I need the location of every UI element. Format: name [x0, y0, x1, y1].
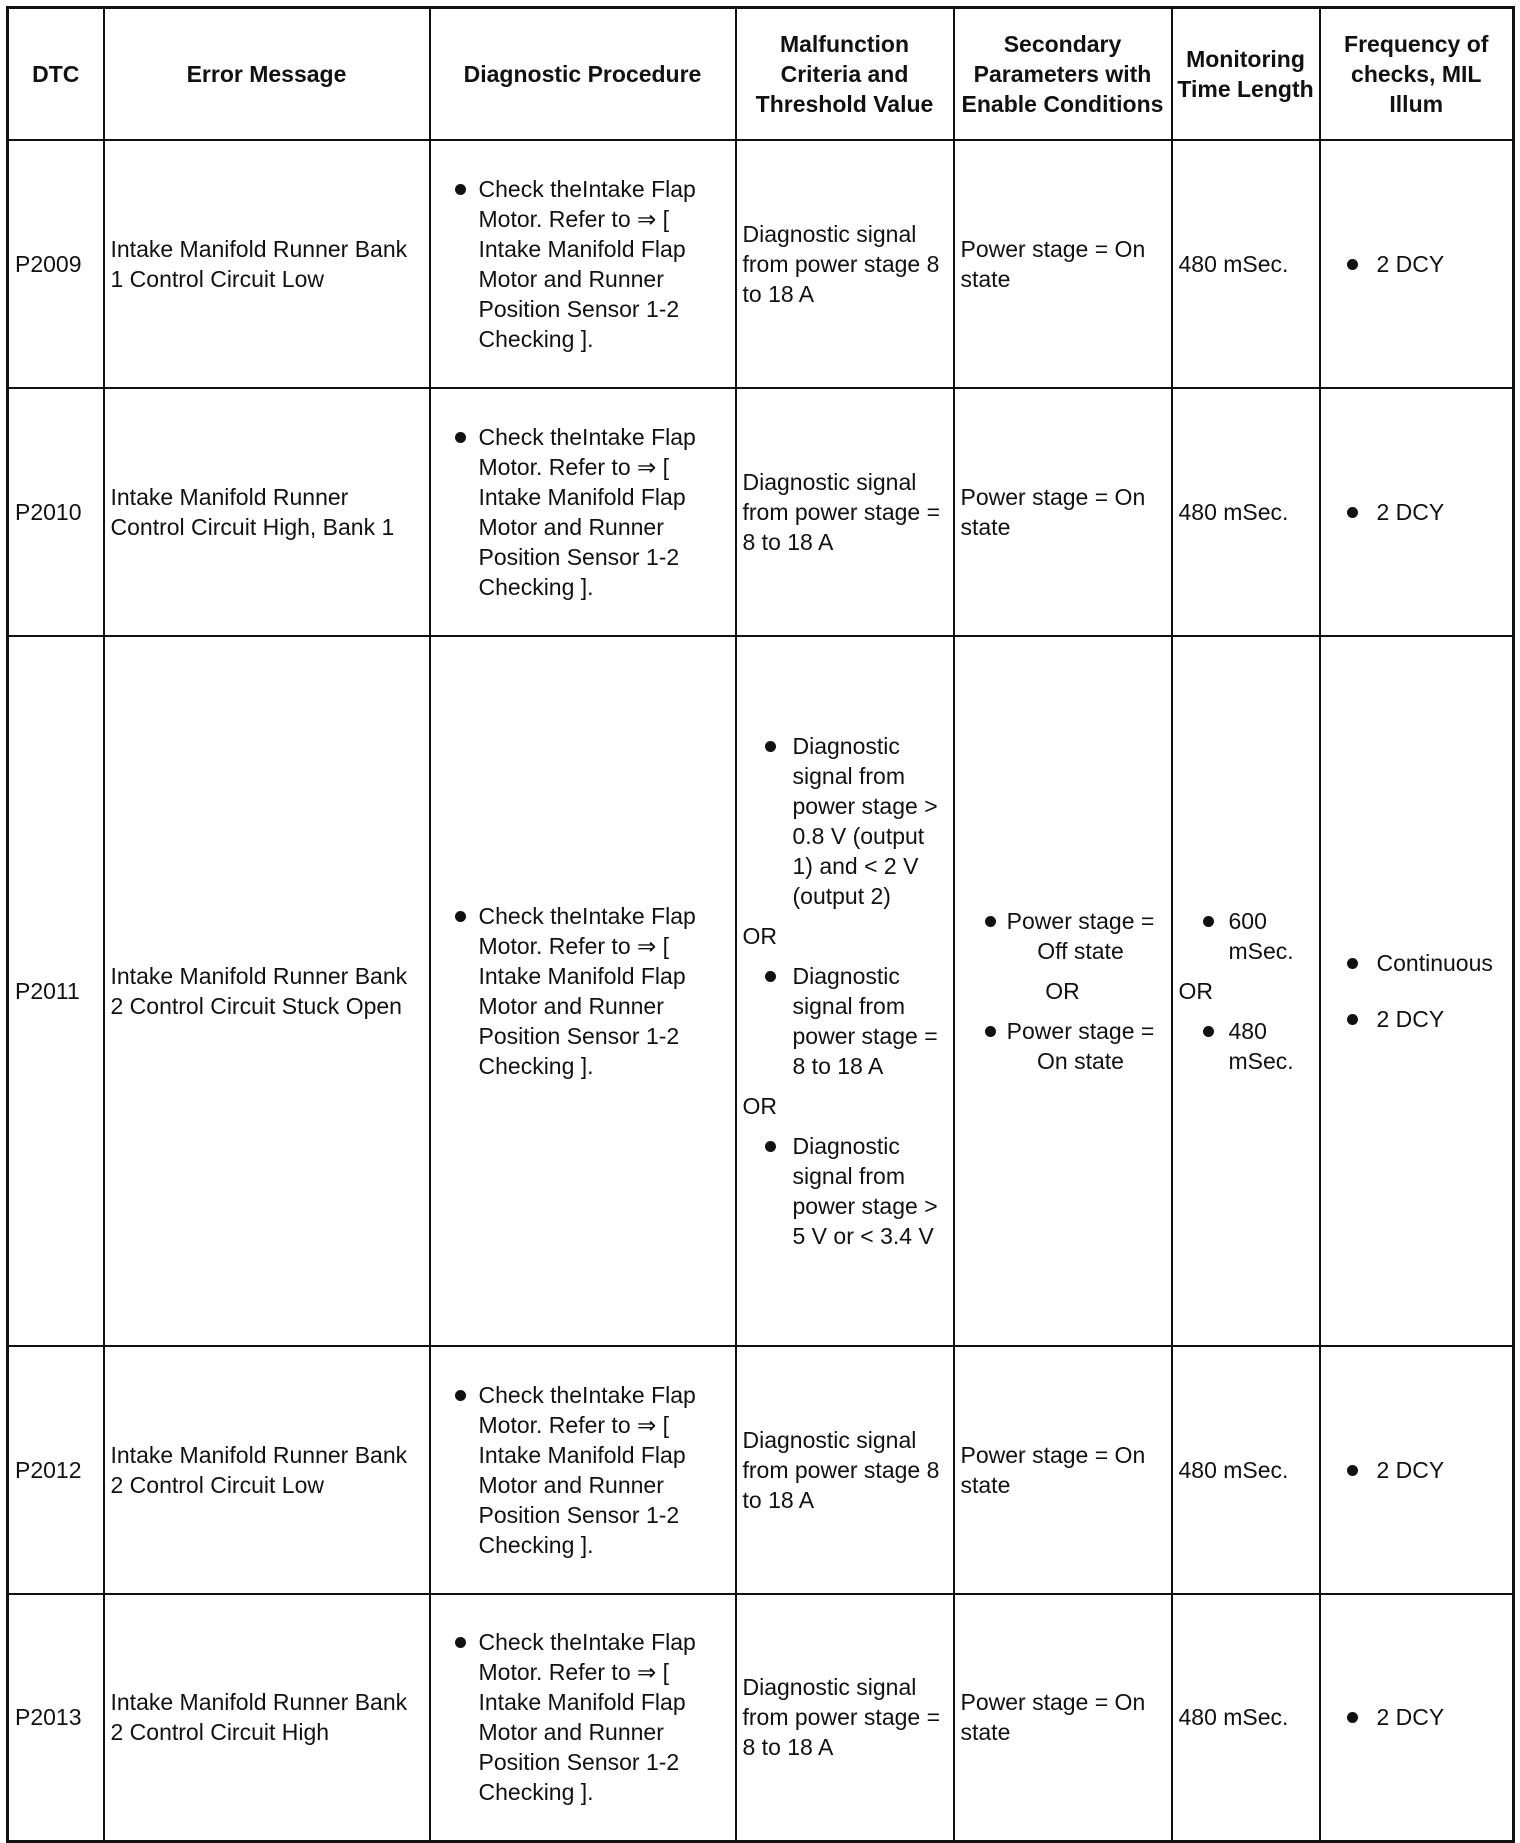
- secondary-text: Power stage = Off state: [1006, 907, 1155, 964]
- procedure-text: Check theIntake Flap Motor. Refer to ⇒ [ Intake Manifold Flap Motor and Runner Position Sensor 1-2 Checking ].: [478, 175, 696, 352]
- monitoring-time: [1172, 636, 1320, 1346]
- bullet-icon: [765, 971, 776, 982]
- header-frequency: Frequency of checks, MIL Illum: [1320, 8, 1514, 140]
- bullet-icon: [1347, 1465, 1358, 1476]
- monitoring-time: 480 mSec.: [1172, 1346, 1320, 1594]
- frequency-text: 2 DCY: [1376, 1704, 1445, 1731]
- or-separator: OR: [742, 1092, 777, 1119]
- frequency-text: 2 DCY: [1376, 1005, 1445, 1032]
- list-item: [1327, 1455, 1507, 1485]
- frequency: [1320, 1594, 1514, 1842]
- malfunction-criteria: Diagnostic signal from power stage 8 to 18 A: [736, 1346, 954, 1594]
- table-row: [8, 1594, 1514, 1842]
- bullet-icon: [985, 1026, 996, 1037]
- list-item: [1179, 1016, 1313, 1076]
- bullet-icon: [1347, 259, 1358, 270]
- list-item: [1327, 1004, 1507, 1034]
- bullet-icon: [985, 916, 996, 927]
- list-item: [437, 422, 729, 602]
- table-row: [8, 1346, 1514, 1594]
- bullet-icon: [455, 1390, 466, 1401]
- error-message: Intake Manifold Runner Bank 2 Control Circuit High: [104, 1594, 430, 1842]
- bullet-icon: [455, 1637, 466, 1648]
- list-item: [743, 1131, 947, 1251]
- secondary-parameters: [954, 636, 1172, 1346]
- malfunction-text: Diagnostic signal from power stage > 5 V or < 3.4 V: [792, 1132, 938, 1249]
- bullet-icon: [1203, 916, 1214, 927]
- or-separator: OR: [1045, 977, 1080, 1004]
- bullet-icon: [1347, 1014, 1358, 1025]
- header-secondary-parameters: Secondary Parameters with Enable Conditions: [954, 8, 1172, 140]
- list-item: [961, 1016, 1165, 1076]
- diagnostic-procedure: [430, 140, 736, 388]
- diagnostic-procedure: [430, 636, 736, 1346]
- frequency: [1320, 140, 1514, 388]
- malfunction-criteria: Diagnostic signal from power stage = 8 to 18 A: [736, 388, 954, 636]
- dtc-table: [6, 6, 1515, 1843]
- bullet-icon: [1347, 1712, 1358, 1723]
- frequency-text: 2 DCY: [1376, 1456, 1445, 1483]
- bullet-icon: [1347, 507, 1358, 518]
- list-item: [437, 1627, 729, 1807]
- error-message: Intake Manifold Runner Bank 2 Control Circuit Low: [104, 1346, 430, 1594]
- list-spacer: [1327, 978, 1507, 1004]
- frequency-text: Continuous: [1376, 949, 1493, 976]
- secondary-parameters: Power stage = On state: [954, 388, 1172, 636]
- header-monitoring-time: Monitoring Time Length: [1172, 8, 1320, 140]
- error-message: Intake Manifold Runner Control Circuit High, Bank 1: [104, 388, 430, 636]
- list-item: [961, 906, 1165, 966]
- bullet-icon: [765, 1141, 776, 1152]
- bullet-icon: [455, 432, 466, 443]
- frequency: [1320, 1346, 1514, 1594]
- list-item: [1327, 948, 1507, 978]
- bullet-icon: [455, 184, 466, 195]
- header-row: [8, 8, 1514, 140]
- malfunction-text: Diagnostic signal from power stage > 0.8 V (output 1) and < 2 V (output 2): [792, 732, 938, 909]
- monitoring-time: 480 mSec.: [1172, 1594, 1320, 1842]
- dtc-code: P2012: [8, 1346, 104, 1594]
- list-item: [437, 174, 729, 354]
- bullet-icon: [765, 741, 776, 752]
- procedure-text: Check theIntake Flap Motor. Refer to ⇒ [ Intake Manifold Flap Motor and Runner Position Sensor 1-2 Checking ].: [478, 902, 696, 1079]
- monitoring-time: 480 mSec.: [1172, 388, 1320, 636]
- secondary-parameters: Power stage = On state: [954, 1594, 1172, 1842]
- or-separator: OR: [1178, 977, 1213, 1004]
- secondary-text: Power stage = On state: [1006, 1017, 1155, 1074]
- bullet-icon: [455, 911, 466, 922]
- diagnostic-procedure: [430, 388, 736, 636]
- header-error-message: Error Message: [104, 8, 430, 140]
- dtc-code: P2010: [8, 388, 104, 636]
- error-message: Intake Manifold Runner Bank 2 Control Circuit Stuck Open: [104, 636, 430, 1346]
- dtc-code: P2013: [8, 1594, 104, 1842]
- list-item: [1327, 497, 1507, 527]
- table-row: [8, 636, 1514, 1346]
- procedure-text: Check theIntake Flap Motor. Refer to ⇒ [ Intake Manifold Flap Motor and Runner Position Sensor 1-2 Checking ].: [478, 423, 696, 600]
- frequency: [1320, 388, 1514, 636]
- list-item: [743, 731, 947, 911]
- error-message: Intake Manifold Runner Bank 1 Control Circuit Low: [104, 140, 430, 388]
- or-separator: OR: [742, 922, 777, 949]
- table-row: [8, 388, 1514, 636]
- header-diagnostic-procedure: Diagnostic Procedure: [430, 8, 736, 140]
- diagnostic-procedure: [430, 1594, 736, 1842]
- procedure-text: Check theIntake Flap Motor. Refer to ⇒ [ Intake Manifold Flap Motor and Runner Position Sensor 1-2 Checking ].: [478, 1381, 696, 1558]
- header-dtc: DTC: [8, 8, 104, 140]
- monitoring-time: 480 mSec.: [1172, 140, 1320, 388]
- dtc-code: P2011: [8, 636, 104, 1346]
- bullet-icon: [1203, 1026, 1214, 1037]
- frequency-text: 2 DCY: [1376, 250, 1445, 277]
- frequency-text: 2 DCY: [1376, 498, 1445, 525]
- list-item: [1327, 249, 1507, 279]
- malfunction-criteria: Diagnostic signal from power stage 8 to 18 A: [736, 140, 954, 388]
- bullet-icon: [1347, 958, 1358, 969]
- list-item: [1179, 906, 1313, 966]
- malfunction-criteria: Diagnostic signal from power stage = 8 to 18 A: [736, 1594, 954, 1842]
- malfunction-criteria: [736, 636, 954, 1346]
- secondary-parameters: Power stage = On state: [954, 1346, 1172, 1594]
- dtc-code: P2009: [8, 140, 104, 388]
- list-item: [437, 901, 729, 1081]
- header-malfunction-criteria: Malfunction Criteria and Threshold Value: [736, 8, 954, 140]
- frequency: [1320, 636, 1514, 1346]
- malfunction-text: Diagnostic signal from power stage = 8 to 18 A: [792, 962, 938, 1079]
- procedure-text: Check theIntake Flap Motor. Refer to ⇒ [ Intake Manifold Flap Motor and Runner Position Sensor 1-2 Checking ].: [478, 1629, 696, 1806]
- list-item: [437, 1380, 729, 1560]
- diagnostic-procedure: [430, 1346, 736, 1594]
- table-row: [8, 140, 1514, 388]
- monitoring-text: 600 mSec.: [1228, 907, 1294, 964]
- list-item: [743, 961, 947, 1081]
- monitoring-text: 480 mSec.: [1228, 1017, 1294, 1074]
- secondary-parameters: Power stage = On state: [954, 140, 1172, 388]
- list-item: [1327, 1702, 1507, 1732]
